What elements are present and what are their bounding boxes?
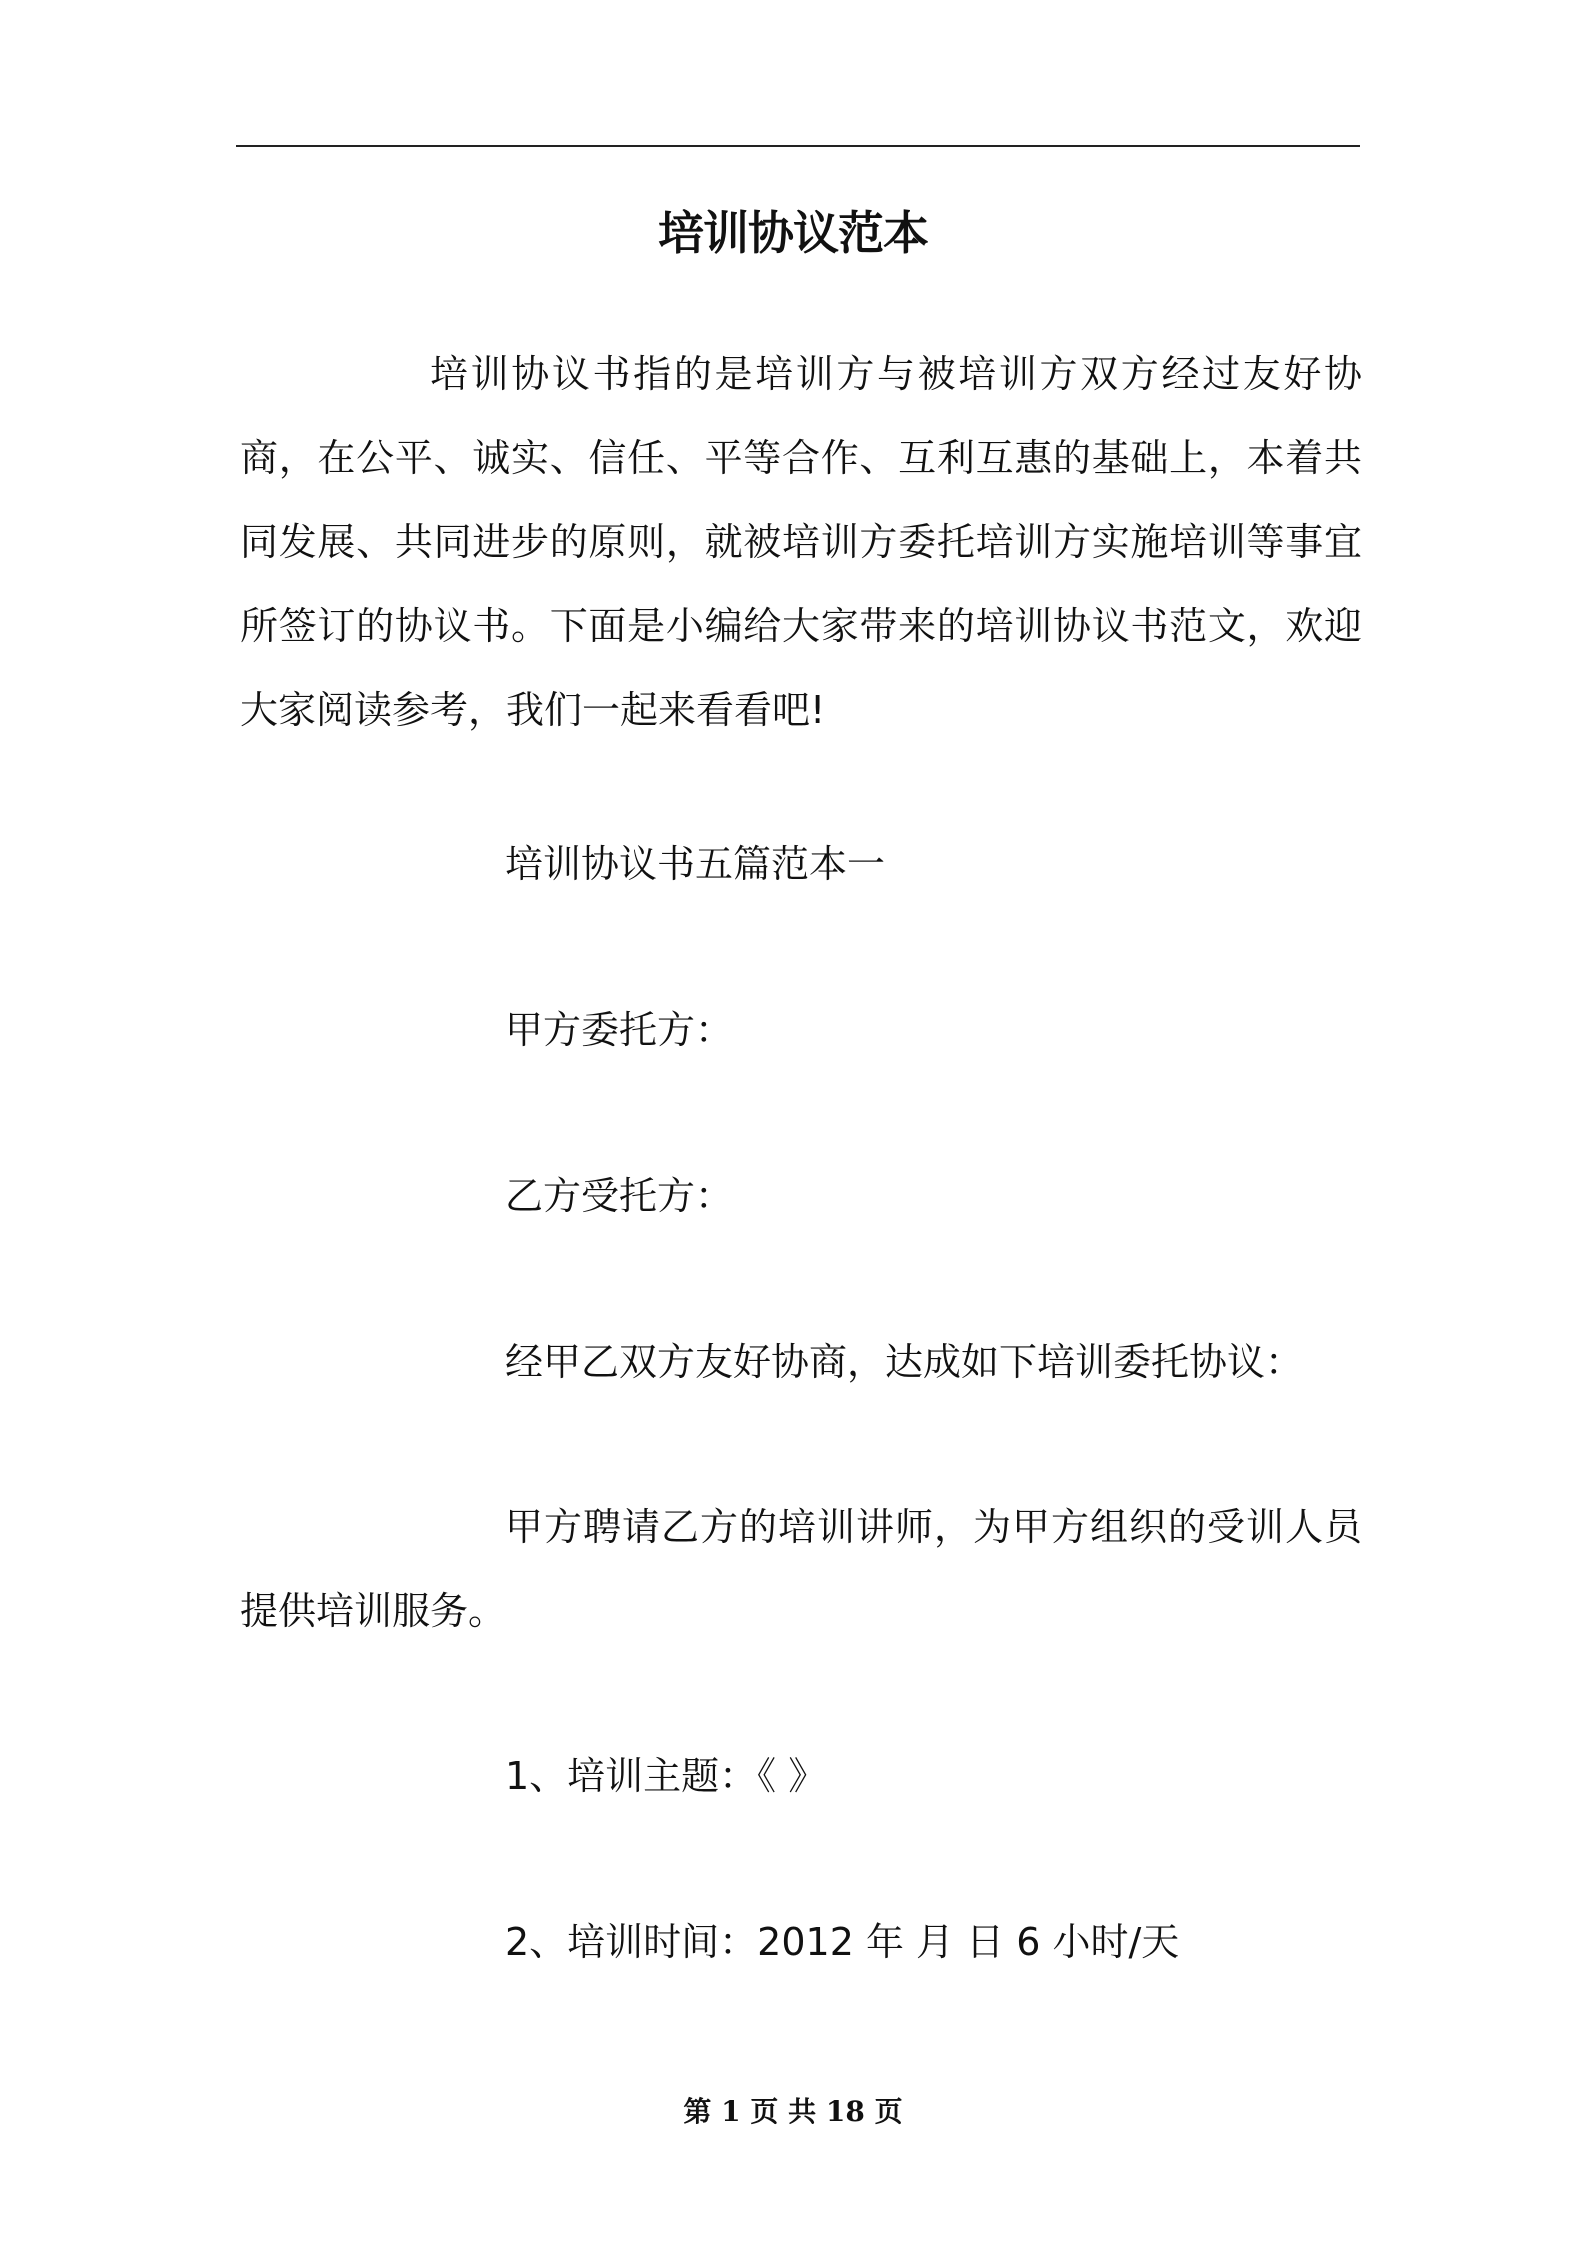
intro-paragraph: 培训协议书指的是培训方与被培训方双方经过友好协商，在公平、诚实、信任、平等合作、互利互惠的基础上，本着共同发展、共同进步的原则，就被培训方委托培训方实施培训等事宜所签订的协议书。下面是小编给大家带来的培训协议书范文，欢迎大家阅读参考，我们一起来看看吧! [240,352,1362,732]
party-a-line: 甲方委托方： [505,1008,734,1052]
item-1-training-topic: 1、培训主题：《 》 [505,1754,827,1798]
service-clause: 甲方聘请乙方的培训讲师，为甲方组织的受训人员提供培训服务。 [240,1505,1362,1633]
agreement-lead: 经甲乙双方友好协商，达成如下培训委托协议： [505,1340,1304,1384]
party-b-line: 乙方受托方： [505,1174,734,1218]
page-number-footer: 第 1 页 共 18 页 [683,2095,903,2128]
document-title: 培训协议范本 [658,206,928,260]
header-rule [236,145,1360,147]
section-heading: 培训协议书五篇范本一 [505,842,886,886]
item-2-training-time: 2、培训时间：2012 年 月 日 6 小时/天 [505,1920,1180,1964]
